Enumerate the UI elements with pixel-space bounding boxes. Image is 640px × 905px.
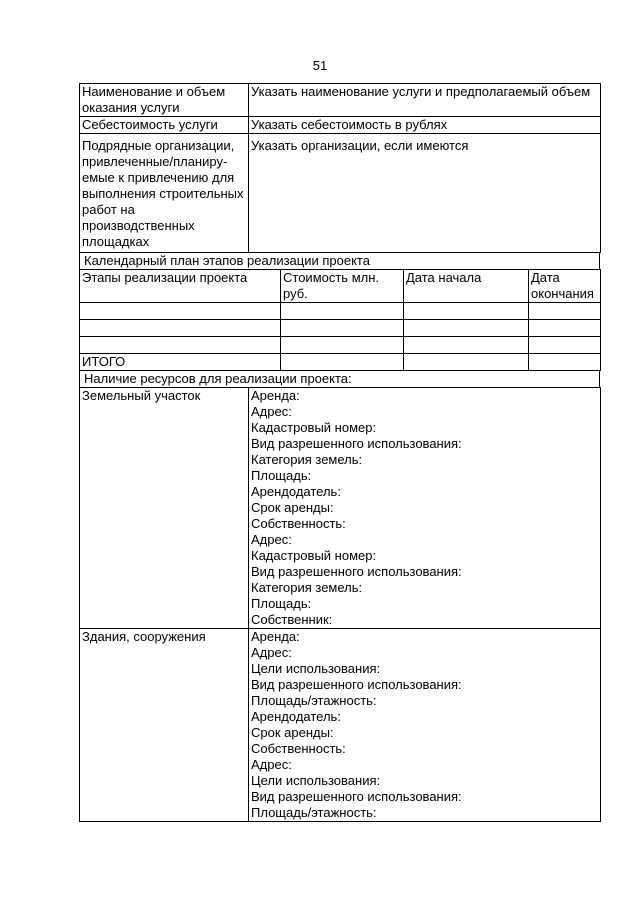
detail-line: Собственность: <box>251 516 346 531</box>
detail-line: Вид разрешенного использования: <box>251 564 462 579</box>
table-row <box>80 253 600 270</box>
land-plot-details <box>249 388 601 629</box>
table-row <box>80 303 601 320</box>
table-row <box>80 117 601 134</box>
detail-line: Срок аренды: <box>251 725 334 740</box>
total-row <box>80 354 601 371</box>
buildings-label: Здания, сооружения <box>80 629 249 822</box>
table-cell <box>404 303 529 320</box>
table-cell <box>281 320 404 337</box>
detail-line: Цели использования: <box>251 661 381 676</box>
detail-line: Вид разрешенного использования: <box>251 677 462 692</box>
detail-line: Площадь/этажность: <box>251 805 377 820</box>
service-cost-label: Себестоимость услуги <box>80 117 249 134</box>
page-number: 51 <box>312 58 328 73</box>
table-cell <box>404 320 529 337</box>
detail-line: Адрес: <box>251 404 292 419</box>
detail-line: Адрес: <box>251 645 292 660</box>
table-row <box>80 388 601 629</box>
calendar-plan-table <box>79 269 601 371</box>
col-header-start-date: Дата начала <box>404 270 529 303</box>
detail-line: Срок аренды: <box>251 500 334 515</box>
project-form <box>79 83 600 822</box>
detail-line: Адрес: <box>251 532 292 547</box>
col-header-stages: Этапы реализации проекта <box>80 270 281 303</box>
info-table <box>79 83 601 253</box>
detail-line: Кадастровый номер: <box>251 548 377 563</box>
table-cell <box>281 354 404 371</box>
calendar-title-table <box>79 252 600 270</box>
detail-line: Площадь: <box>251 468 312 483</box>
table-cell <box>404 337 529 354</box>
detail-line: Адрес: <box>251 757 292 772</box>
detail-line: Площадь/этажность: <box>251 693 377 708</box>
table-header-row <box>80 270 601 303</box>
table-cell <box>529 303 601 320</box>
table-row <box>80 84 601 117</box>
col-header-cost: Стоимость млн. руб. <box>281 270 404 303</box>
col-header-end-date: Дата окончания <box>529 270 601 303</box>
table-row <box>80 320 601 337</box>
detail-line: Цели использования: <box>251 773 381 788</box>
detail-line: Вид разрешенного использования: <box>251 436 462 451</box>
detail-line: Категория земель: <box>251 452 363 467</box>
table-cell <box>529 320 601 337</box>
detail-line: Вид разрешенного использования: <box>251 789 462 804</box>
buildings-details <box>249 629 601 822</box>
detail-line: Собственность: <box>251 741 346 756</box>
resources-title: Наличие ресурсов для реализации проекта: <box>80 371 600 388</box>
detail-line: Аренда: <box>251 388 300 403</box>
table-cell <box>80 320 281 337</box>
calendar-title: Календарный план этапов реализации проекта <box>80 253 600 270</box>
land-plot-label: Земельный участок <box>80 388 249 629</box>
table-cell <box>80 303 281 320</box>
resources-table <box>79 387 601 822</box>
service-cost-value: Указать себестоимость в рублях <box>249 117 601 134</box>
service-name-label: Наименование и объем оказания услуги <box>80 84 249 117</box>
resources-title-table <box>79 370 600 388</box>
total-label: ИТОГО <box>80 354 281 371</box>
detail-line: Арендодатель: <box>251 709 341 724</box>
table-cell <box>80 337 281 354</box>
table-row <box>80 371 600 388</box>
table-cell <box>529 337 601 354</box>
detail-line: Площадь: <box>251 596 312 611</box>
service-name-value: Указать наименование услуги и предполагаемый объем <box>249 84 601 117</box>
table-row <box>80 337 601 354</box>
table-cell <box>529 354 601 371</box>
detail-line: Аренда: <box>251 629 300 644</box>
contractors-value: Указать организации, если имеются <box>249 134 601 253</box>
contractors-label: Подрядные организации, привлеченные/планиру-емые к привлечению для выполнения строительных работ на производственных площадках <box>80 134 249 253</box>
table-cell <box>404 354 529 371</box>
detail-line: Кадастровый номер: <box>251 420 377 435</box>
table-row <box>80 629 601 822</box>
detail-line: Категория земель: <box>251 580 363 595</box>
table-row <box>80 134 601 253</box>
detail-line: Собственник: <box>251 612 333 627</box>
table-cell <box>281 337 404 354</box>
detail-line: Арендодатель: <box>251 484 341 499</box>
table-cell <box>281 303 404 320</box>
